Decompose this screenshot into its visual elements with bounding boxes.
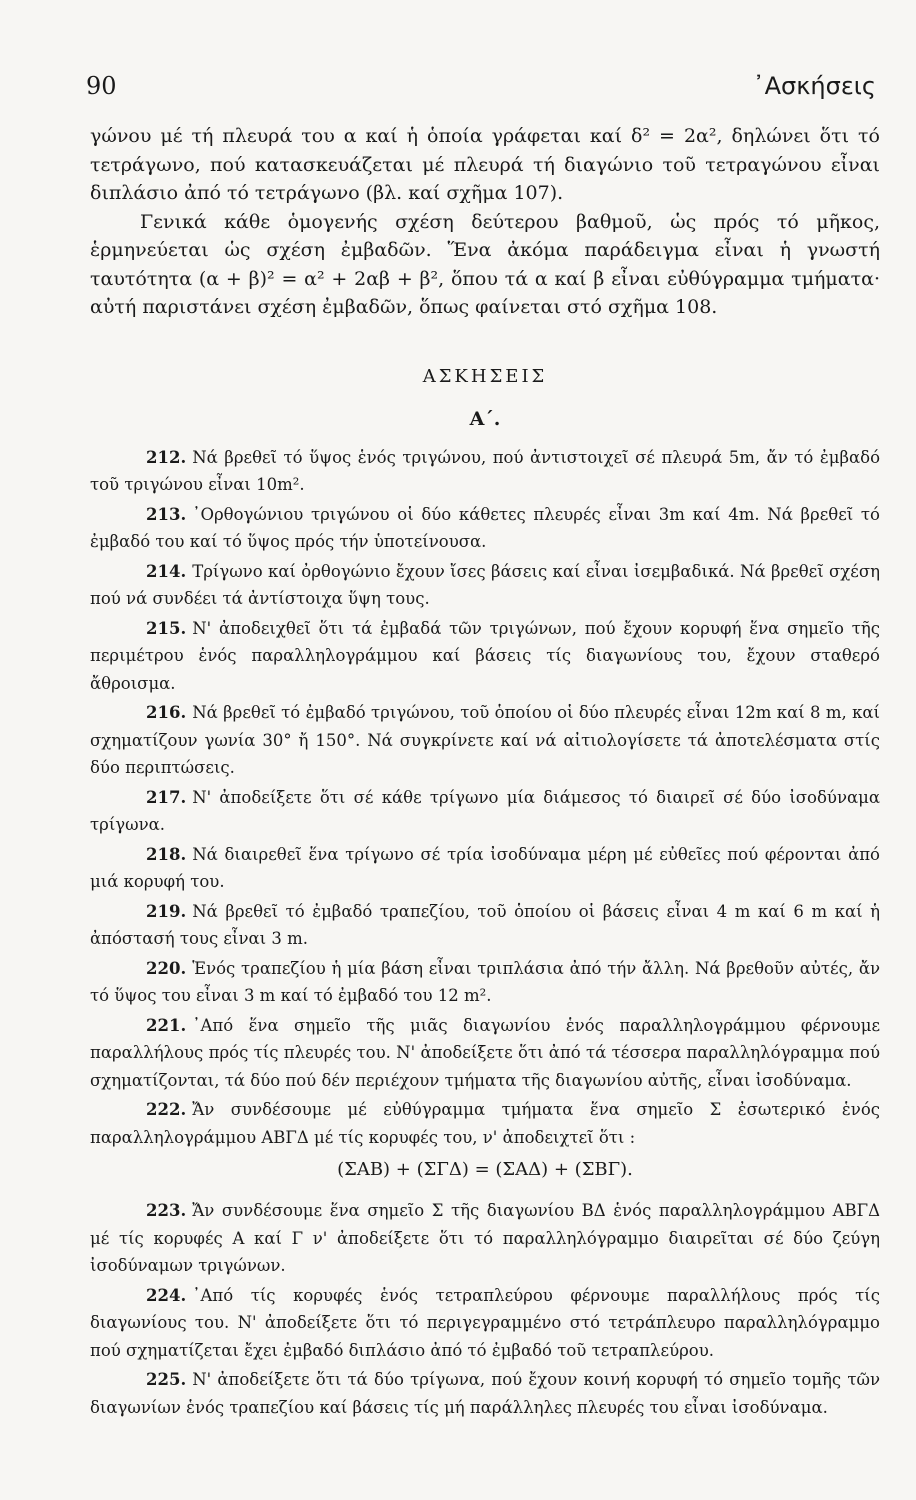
page-content <box>90 122 880 1423</box>
exercise-text: Ν' ἀποδείξετε ὅτι σέ κάθε τρίγωνο μία διάμεσος τό διαιρεῖ σέ δύο ἰσοδύναμα τρίγωνα. <box>90 787 880 834</box>
exercise-number: 224. <box>146 1285 187 1305</box>
exercise-224 <box>90 1282 880 1365</box>
exercise-213 <box>90 501 880 556</box>
exercise-text: Ἄν συνδέσουμε μέ εὐθύγραμμα τμήματα ἕνα σημεῖο Σ ἐσωτερικό ἑνός παραλληλογράμμου ΑΒΓΔ μέ τίς κορυφές του, ν' ἀποδειχτεῖ ὅτι : <box>90 1100 880 1147</box>
page-header <box>86 72 876 112</box>
exercise-218 <box>90 841 880 896</box>
exercise-number: 214. <box>146 561 187 581</box>
subsection-title: Α΄. <box>469 407 501 430</box>
exercise-text: Νά διαιρεθεῖ ἕνα τρίγωνο σέ τρία ἰσοδύναμα μέρη μέ εὐθεῖες πού φέρονται ἀπό μιά κορυφή του. <box>90 844 880 891</box>
exercise-text: Ν' ἀποδειχθεῖ ὅτι τά ἐμβαδά τῶν τριγώνων, πού ἔχουν κορυφή ἕνα σημεῖο τῆς περιμέτρου ἑνός παραλληλογράμμου καί βάσεις τίς διαγωνίους του, ἔχουν σταθερό ἄθροισμα. <box>90 618 880 693</box>
exercise-text: Νά βρεθεῖ τό ἐμβαδό τραπεζίου, τοῦ ὁποίου οἱ βάσεις εἶναι 4 m καί 6 m καί ἡ ἀπόστασή τους εἶναι 3 m. <box>90 901 880 948</box>
exercise-219 <box>90 898 880 953</box>
exercise-222-formula: (ΣΑΒ) + (ΣΓΔ) = (ΣΑΔ) + (ΣΒΓ). <box>337 1159 633 1180</box>
exercise-212 <box>90 444 880 499</box>
exercise-215 <box>90 615 880 698</box>
exercise-214 <box>90 558 880 613</box>
exercise-number: 218. <box>146 844 187 864</box>
exercise-text: ᾿Από ἕνα σημεῖο τῆς μιᾶς διαγωνίου ἑνός παραλληλογράμμου φέρνουμε παραλλήλους πρός τίς πλευρές του. Ν' ἀποδείξετε ὅτι ἀπό τά τέσσερα παραλληλόγραμμα πού σχηματίζονται, τά δύο πού δέν περιέχουν τμήματα τῆς διαγωνίου αὐτῆς, εἶναι ἰσοδύναμα. <box>90 1015 880 1090</box>
page-number: 90 <box>86 72 117 100</box>
exercise-text: Τρίγωνο καί ὀρθογώνιο ἔχουν ἴσες βάσεις καί εἶναι ἰσεμβαδικά. Νά βρεθεῖ σχέση πού νά συνδέει τά ἀντίστοιχα ὕψη τους. <box>90 561 880 608</box>
exercise-number: 212. <box>146 447 187 467</box>
exercise-number: 225. <box>146 1370 187 1389</box>
exercise-number: 219. <box>146 901 187 921</box>
exercise-223 <box>90 1197 880 1280</box>
exercise-text: Νά βρεθεῖ τό ἐμβαδό τριγώνου, τοῦ ὁποίου οἱ δύο πλευρές εἶναι 12m καί 8 m, καί σχηματίζουν γωνία 30° ἤ 150°. Νά συγκρίνετε καί νά αἰτιολογίσετε τά ἀποτελέσματα στίς δύο περιπτώσεις. <box>90 703 880 777</box>
exercise-number: 213. <box>146 504 187 524</box>
exercise-number: 223. <box>146 1201 187 1220</box>
exercise-217 <box>90 784 880 839</box>
exercise-number: 217. <box>146 787 187 807</box>
exercise-number: 221. <box>146 1015 187 1035</box>
exercise-number: 216. <box>146 703 187 722</box>
exercise-216 <box>90 699 880 782</box>
exercise-number: 220. <box>146 958 187 978</box>
exercise-text: Ἑνός τραπεζίου ἡ μία βάση εἶναι τριπλάσια ἀπό τήν ἄλλη. Νά βρεθοῦν αὐτές, ἄν τό ὕψος του εἶναι 3 m καί τό ἐμβαδό του 12 m². <box>90 958 880 1005</box>
exercise-text: Ν' ἀποδείξετε ὅτι τά δύο τρίγωνα, πού ἔχουν κοινή κορυφή τό σημεῖο τομῆς τῶν διαγωνίων ἑνός τραπεζίου καί βάσεις τίς μή παράλληλες πλευρές του εἶναι ἰσοδύναμα. <box>90 1370 880 1417</box>
exercise-220 <box>90 955 880 1010</box>
exercise-text: Ἄν συνδέσουμε ἕνα σημεῖο Σ τῆς διαγωνίου ΒΔ ἑνός παραλληλογράμμου ΑΒΓΔ μέ τίς κορυφές Α καί Γ ν' ἀποδείξετε ὅτι τό παραλληλόγραμμο διαιρεῖται σέ δύο ζεύγη ἰσοδύναμων τριγώνων. <box>90 1201 880 1275</box>
exercise-221 <box>90 1012 880 1095</box>
exercise-number: 215. <box>146 618 187 638</box>
section-title: ΑΣΚΗΣΕΙΣ <box>422 365 548 387</box>
intro-text <box>90 122 880 322</box>
exercise-number: 222. <box>146 1100 187 1119</box>
running-head: ᾿Ασκήσεις <box>752 72 876 100</box>
intro-paragraph-1: γώνου μέ τή πλευρά του α καί ἡ ὁποία γράφεται καί δ² = 2α², δηλώνει ὅτι τό τετράγωνο, πού κατασκευάζεται μέ πλευρά τή διαγώνιο τοῦ τετραγώνου εἶναι διπλάσιο ἀπό τό τετράγωνο (βλ. καί σχῆμα 107). <box>90 125 880 204</box>
intro-paragraph-2: Γενικά κάθε ὁμογενής σχέση δεύτερου βαθμοῦ, ὡς πρός τό μῆκος, ἑρμηνεύεται ὡς σχέση ἐμβαδῶν. Ἕνα ἀκόμα παράδειγμα εἶναι ἡ γνωστή ταυτότητα (α + β)² = α² + 2αβ + β², ὅπου τά α καί β εἶναι εὐθύγραμμα τμήματα· αὐτή παριστάνει σχέση ἐμβαδῶν, ὅπως φαίνεται στό σχῆμα 108. <box>90 210 880 318</box>
exercise-text: ᾿Από τίς κορυφές ἑνός τετραπλεύρου φέρνουμε παραλλήλους πρός τίς διαγωνίους του. Ν' ἀποδείξετε ὅτι τό περιγεγραμμένο στό τετράπλευρο παραλληλόγραμμο πού σχηματίζεται ἔχει ἐμβαδό διπλάσιο ἀπό τό ἐμβαδό τοῦ τετραπλεύρου. <box>90 1285 880 1360</box>
exercise-list <box>90 444 880 1422</box>
exercise-225 <box>90 1366 880 1421</box>
exercise-222 <box>90 1096 880 1151</box>
exercise-text: ᾿Ορθογώνιου τριγώνου οἱ δύο κάθετες πλευρές εἶναι 3m καί 4m. Νά βρεθεῖ τό ἐμβαδό του καί τό ὕψος πρός τήν ὑποτείνουσα. <box>90 504 880 551</box>
exercise-text: Νά βρεθεῖ τό ὕψος ἑνός τριγώνου, πού ἀντιστοιχεῖ σέ πλευρά 5m, ἄν τό ἐμβαδό τοῦ τριγώνου εἶναι 10m². <box>90 447 880 494</box>
